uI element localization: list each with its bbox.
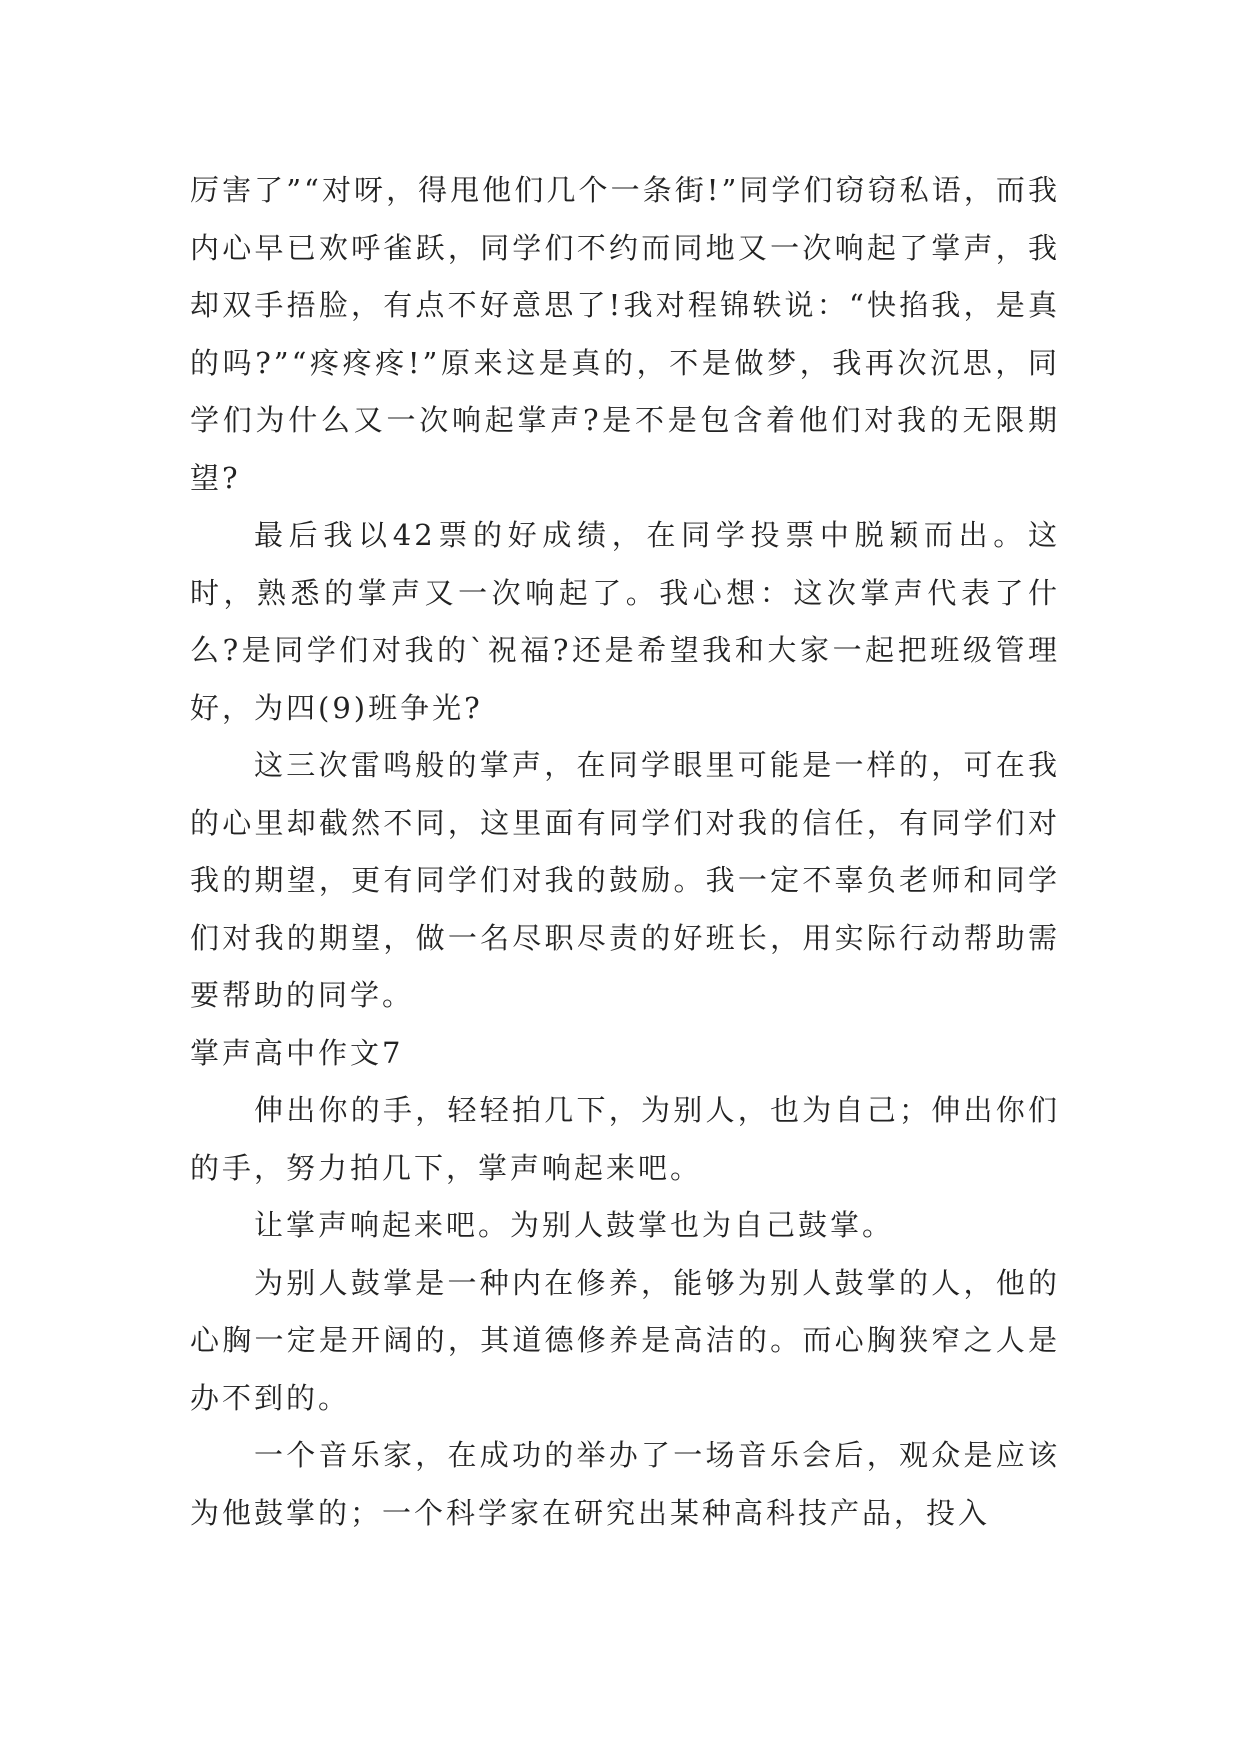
paragraph-vote-result: 最后我以42票的好成绩，在同学投票中脱颖而出。这时，熟悉的掌声又一次响起了。我心想：这次掌声代表了什么?是同学们对我的`祝福?还是希望我和大家一起把班级管理好，为四(9)班争光? <box>190 518 1060 725</box>
paragraph-inner-cultivation: 为别人鼓掌是一种内在修养，能够为别人鼓掌的人，他的心胸一定是开阔的，其道德修养是高洁的。而心胸狭窄之人是办不到的。 <box>190 1265 1060 1415</box>
article-body <box>190 162 1060 1542</box>
paragraph-continued: 厉害了”“对呀，得甩他们几个一条街!”同学们窃窃私语，而我内心早已欢呼雀跃，同学们不约而同地又一次响起了掌声，我却双手捂脸，有点不好意思了!我对程锦轶说：“快掐我，是真的吗?”“疼疼疼!”原来这是真的，不是做梦，我再次沉思，同学们为什么又一次响起掌声?是不是包含着他们对我的无限期望? <box>190 173 1060 495</box>
paragraph-reach-out: 伸出你的手，轻轻拍几下，为别人，也为自己；伸出你们的手，努力拍几下，掌声响起来吧。 <box>190 1093 1060 1185</box>
paragraph-let-applause: 让掌声响起来吧。为别人鼓掌也为自己鼓掌。 <box>254 1208 895 1242</box>
paragraph-three-applause: 这三次雷鸣般的掌声，在同学眼里可能是一样的，可在我的心里却截然不同，这里面有同学们对我的信任，有同学们对我的期望，更有同学们对我的鼓励。我一定不辜负老师和同学们对我的期望，做一名尽职尽责的好班长，用实际行动帮助需要帮助的同学。 <box>190 748 1060 1012</box>
paragraph-musician: 一个音乐家，在成功的举办了一场音乐会后，观众是应该为他鼓掌的；一个科学家在研究出某种高科技产品，投入 <box>190 1438 1060 1530</box>
section-heading: 掌声高中作文7 <box>190 1035 404 1070</box>
